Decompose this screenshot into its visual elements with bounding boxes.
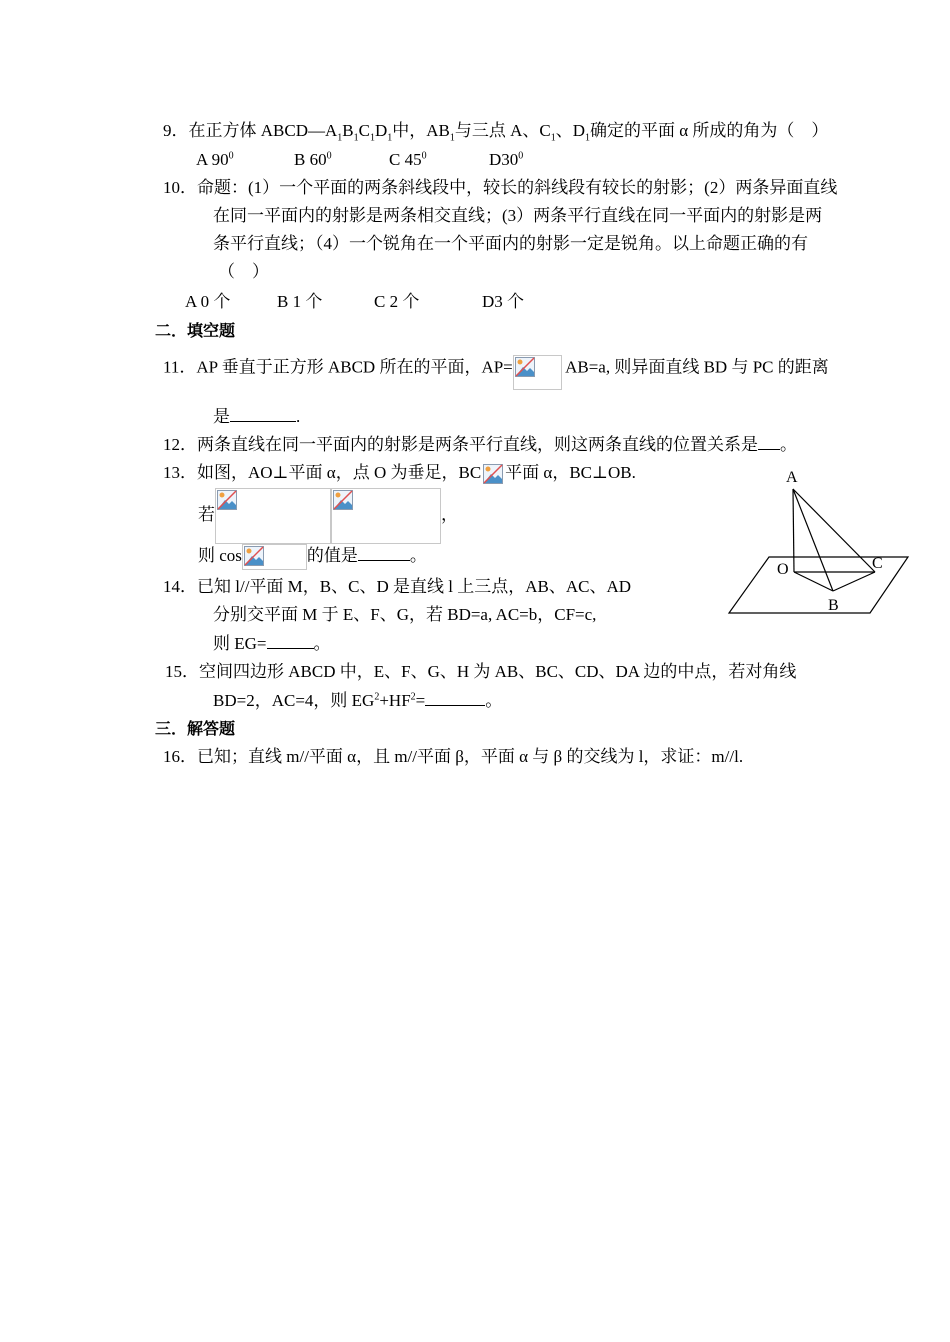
- segment-ab: [793, 489, 833, 591]
- q9-stem: 9．在正方体 $ABCD—A_1B_1C_1D_1$中，$AB_1$与三点 A、$C_1$、$D_1$确定的平面 α 所成的角为（ ）: [163, 121, 829, 144]
- q9-option-c: C $45^0$: [389, 150, 427, 169]
- broken-image-icon: [244, 546, 264, 566]
- q9-option-d: $D30^0$: [489, 150, 524, 169]
- q10-line-4: （ ）: [218, 262, 269, 281]
- q15-line-1: 15．空间四边形 ABCD 中，E、F、G、H 为 AB、BC、CD、DA 边的中点，若对角线: [165, 662, 797, 681]
- q10-line-2: 在同一平面内的射影是两条相交直线；(3）两条平行直线在同一平面内的射影是两: [213, 206, 823, 225]
- q10-option-a: A 0 个: [185, 292, 231, 311]
- q14-line-2: 分别交平面 M 于 E、F、G，若 BD=a, AC=b，CF=c,: [213, 605, 597, 624]
- q15-line-2: BD=2，AC=4，则 $EG^2+HF^2=$ 。: [213, 691, 503, 710]
- label-o: O: [777, 561, 789, 578]
- q10-line-1: 10．命题：(1）一个平面的两条斜线段中，较长的斜线段有较长的射影；(2）两条异面直线: [163, 178, 838, 197]
- missing-image-placeholder: [481, 462, 505, 486]
- segment-bc: [833, 572, 875, 591]
- section-fill-in-heading: 二．填空题: [155, 321, 236, 340]
- answer-blank[interactable]: [358, 544, 410, 561]
- answer-blank[interactable]: [230, 405, 296, 422]
- q12-line: 12．两条直线在同一平面内的射影是两条平行直线，则这两条直线的位置关系是 。: [163, 435, 797, 454]
- q10-option-b: B 1 个: [277, 292, 323, 311]
- q13-line-3: 则 cos 的值是 。: [198, 544, 427, 570]
- missing-image-placeholder: [513, 355, 562, 390]
- answer-blank[interactable]: [267, 632, 314, 649]
- q9-option-a: A $90^0$: [196, 150, 234, 169]
- q10-option-d: D3 个: [482, 292, 525, 311]
- label-a: A: [786, 469, 798, 486]
- q11-line-1: 11．AP 垂直于正方形 ABCD 所在的平面，AP= AB=a, 则异面直线 BD 与 PC 的距离: [163, 351, 829, 386]
- broken-image-icon: [333, 490, 353, 510]
- q10-line-3: 条平行直线；（4）一个锐角在一个平面内的射影一定是锐角。以上命题正确的有: [213, 234, 808, 253]
- answer-blank[interactable]: [425, 689, 485, 706]
- segment-ac: [793, 489, 875, 572]
- q10-option-c: C 2 个: [374, 292, 420, 311]
- q13-line-2: 若 ，: [198, 487, 458, 544]
- q16-line: 16．已知；直线 m//平面 α，且 m//平面 β，平面 α 与 β 的交线为 l，求证：m//l.: [163, 747, 744, 766]
- answer-blank[interactable]: [758, 433, 780, 450]
- broken-image-icon: [217, 490, 237, 510]
- broken-image-icon: [515, 357, 535, 377]
- broken-image-icon: [483, 464, 503, 484]
- q9-option-b: B $60^0$: [294, 150, 332, 169]
- missing-image-placeholder: [215, 488, 331, 544]
- section-solve-heading: 三．解答题: [155, 719, 236, 738]
- segment-ao: [793, 489, 794, 572]
- q11-line-2: 是 .: [213, 407, 301, 426]
- q14-line-3: 则 EG= 。: [213, 634, 331, 653]
- missing-image-placeholder: [331, 488, 441, 544]
- missing-image-placeholder: [242, 544, 307, 570]
- label-c: C: [872, 555, 883, 572]
- label-b: B: [828, 597, 839, 614]
- geometry-figure: [720, 462, 920, 622]
- q13-line-1: 13．如图，AO⊥平面 α，点 O 为垂足，BC 平面 α，BC⊥OB.: [163, 462, 636, 486]
- q14-line-1: 14．已知 l//平面 M，B、C、D 是直线 l 上三点，AB、AC、AD: [163, 577, 631, 596]
